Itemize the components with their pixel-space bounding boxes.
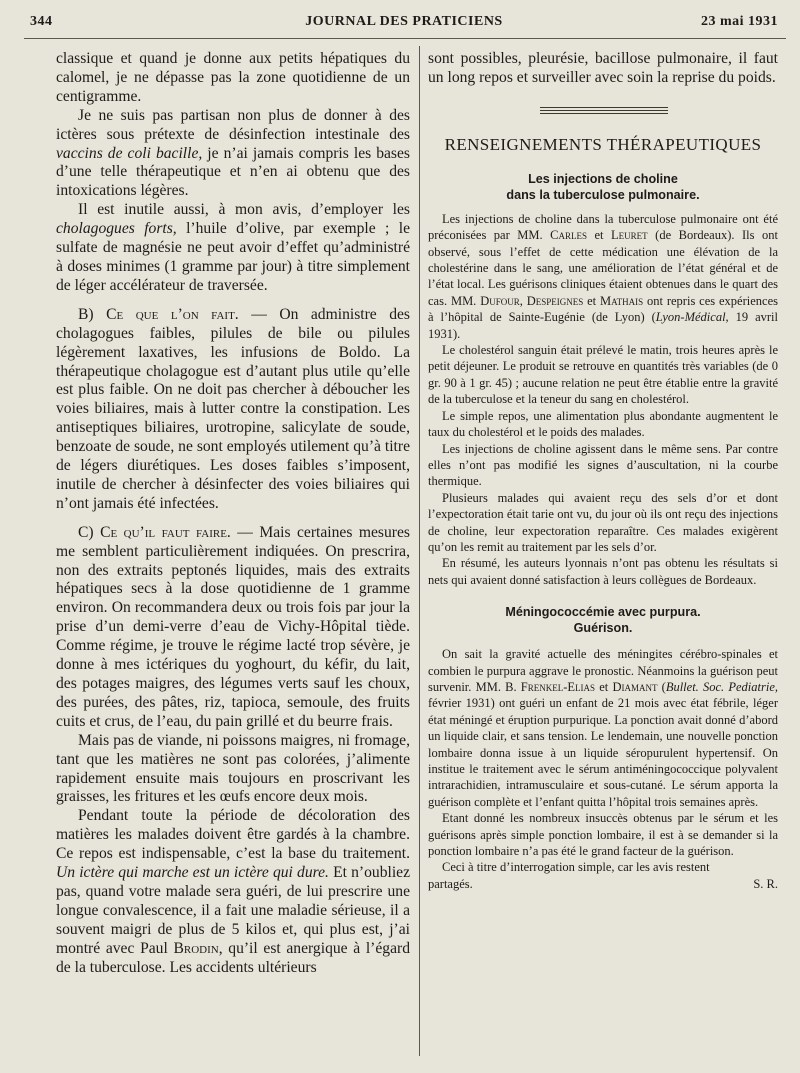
paragraph: Plusieurs malades qui avaient reçu des sels d’or et dont l’expectoration était tarie ont vu, du jour où ils ont reçu des injections de choline, leur expectoration reparaître. Ces malades exigèrent qu’on les remit au traitement par les sels d’or. xyxy=(428,490,778,554)
issue-date: 23 mai 1931 xyxy=(700,14,778,29)
page-number: 344 xyxy=(30,14,53,29)
signature-line: partagés. S. R. xyxy=(428,876,778,891)
paragraph: Le simple repos, une alimentation plus abondante augmentent le taux du cholestérol et le poids des malades. xyxy=(428,408,778,440)
journal-title: JOURNAL DES PRATICIENS xyxy=(305,14,503,29)
paragraph-section-b: B) Ce que l’on fait. — On administre des cholagogues faibles, pilules de bile ou pilules légèrement laxatives, les infusions de Boldo. La thérapeutique cholagogue est d’autant plus utile qu’elle est plus faible. On ne doit pas chercher à déboucher les voies biliaires, mais à lutter contre la constipation. Les antiseptiques biliaires, urotropine, salicylate de soude, benzoate de soude, ne sont employés utilement qu’à titre de légers diurétiques. Les doses faibles s’imposent, inutile de chercher à désinfecter des voies biliaires qui n’ont jamais été infectées. xyxy=(56,305,411,512)
paragraph-section-c: C) Ce qu’il faut faire. — Mais certaines mesures me semblent particulièrement indiquées. On prescrira, non des extraits peptonés liquides, mais des extraits hépatiques secs à la dose quotidienne de 1 gramme environ. On recommandera deux ou trois fois par jour la prise d’un demi-verre d’eau de Vichy-Hôpital tiède. Comme régime, je trouve le régime lacté trop sévère, je donne à mes ictériques du yoghourt, du kéfir, du lait, des potages maigres, des légumes verts sauf les choux, des purées, des pâtes, riz, tapioca, semoule, des fruits cuits et crus, de l’eau, du pain grillé et du beurre frais. xyxy=(56,523,410,730)
page-header xyxy=(30,14,778,36)
paragraph: Le cholestérol sanguin était prélevé le matin, trois heures après le petit déjeuner. Le produit se retrouve en quantités très variables (de 0 gr. 90 à 1 gr. 45) ; aucune relation ne peut être établie entre la gravité de la tuberculose et la teneur du sang en cholestérol. xyxy=(428,343,778,407)
decorative-rule xyxy=(428,101,778,121)
paragraph: On sait la gravité actuelle des méningites cérébro-spinales et combien le purpura aggrave le pronostic. Néanmoins la guérison peut survenir. MM. B. Frenkel-Elias et Diamant (Bullet. Soc. Pediatrie, février 1931) ont guéri un enfant de 21 mois avec état fébrile, léger état méningé et éruption purpurique. La ponction avait donné d’abord un liquide clair, et sans tension. Le lendemain, une nouvelle ponction lombaire donna issue à un liquide séropurulent hypertensif. On institue le traitement avec le sérum antiméningococcique polyvalent intrarachidien, intramusculaire et sous-cutané. Le sérum apporta la guérison complète et l’enfant quitta l’hôpital trois semaines après. xyxy=(428,647,778,809)
article-choline xyxy=(428,211,778,588)
article-title-meningococcemia: Méningococcémie avec purpura. Guérison. xyxy=(505,605,701,636)
subheading-b: Ce que l’on fait. xyxy=(106,305,239,323)
header-rule xyxy=(24,38,786,39)
paragraph: En résumé, les auteurs lyonnais n’ont pas obtenu les résultats si nets qui avaient donné satisfaction à leurs collègues de Bordeaux. xyxy=(428,556,778,587)
column-divider xyxy=(419,46,420,1056)
continued-paragraph: sont possibles, pleurésie, bacillose pulmonaire, il faut un long repos et surveiller avec soin la reprise du poids. xyxy=(428,50,778,86)
paragraph: Je ne suis pas partisan non plus de donner à des ictères sous prétexte de désinfection intestinale des vaccins de coli bacille, je n’ai jamais compris les bases d’une telle thérapeutique et n’en ai obtenu que des intoxications légères. xyxy=(56,106,410,200)
left-column xyxy=(56,50,410,978)
paragraph: Mais pas de viande, ni poissons maigres, ni fromage, tant que les matières ne sont pas colorées, j’alimente rapidement ensuite mais toujours en proscrivant les graisses, les fritures et les œufs encore deux mois. xyxy=(56,731,410,806)
paragraph: Etant donné les nombreux insuccès obtenus par le sérum et les guérisons après simple ponction lombaire, il est à se demander si la ponction lombaire n’a pas été le grand facteur de la guérison. xyxy=(428,811,778,859)
paragraph: Pendant toute la période de décoloration des matières les malades doivent être gardés à la chambre. Ce repos est indispensable, c’est la base du traitement. Un ictère qui marche est un ictère qui dure. Et n’oubliez pas, quand votre malade sera guéri, de lui prescrire une longue convalescence, il a fait une maladie sérieuse, il a souvent maigri de plus de 5 kilos et, qui plus est, j’ai montré avec Paul Brodin, qu’il est anergique à l’égard de la tuberculose. Les accidents ultérieurs xyxy=(56,807,410,976)
article-meningococcemia xyxy=(428,646,778,892)
right-column xyxy=(428,50,778,892)
paragraph: Les injections de choline dans la tuberculose pulmonaire ont été préconisées par MM. Carles et Leuret (de Bordeaux). Ils ont observé, sous l’effet de cette médication une élévation de la cholestérine dans le sang, une amélioration de l’état général et de l’état local. Les guérisons cliniques étaient obtenues dans le quart des cas. MM. Dufour, Despeignes et Mathais ont repris ces expériences à l’hôpital de Sainte-Eugénie (de Lyon) (Lyon-Médical, 19 avril 1931). xyxy=(428,211,778,341)
author-signature: S. R. xyxy=(753,876,778,891)
section-title: RENSEIGNEMENTS THÉRAPEUTIQUES xyxy=(444,134,762,154)
subheading-c: Ce qu’il faut faire. xyxy=(100,523,231,541)
paragraph: classique et quand je donne aux petits hépatiques du calomel, je ne dépasse pas la zone quotidienne de un centigramme. xyxy=(56,50,410,105)
article-title-choline: Les injections de choline dans la tuberculose pulmonaire. xyxy=(506,171,700,202)
paragraph: Il est inutile aussi, à mon avis, d’employer les cholagogues forts, l’huile d’olive, par exemple ; le sulfate de magnésie ne peut avoir d’effet qu’administré à doses minimes (1 gramme par jour) à titre simplement de léger accélérateur de traversée. xyxy=(56,201,411,294)
paragraph: Ceci à titre d’interrogation simple, car les avis restent xyxy=(442,860,710,875)
paragraph: Les injections de choline agissent dans le même sens. Par contre elles n’ont pas modifié les signes d’auscultation, ni la courbe thermique. xyxy=(428,441,778,489)
